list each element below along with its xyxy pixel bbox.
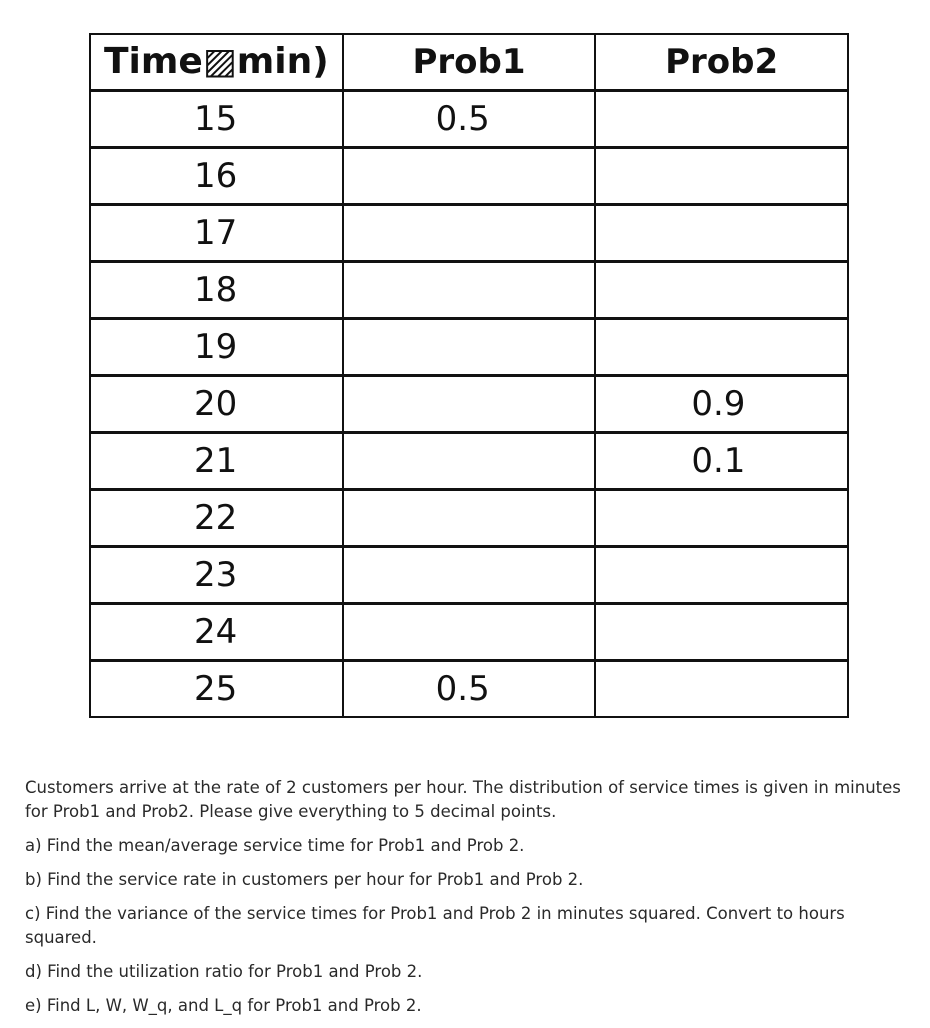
table-row (90, 433, 848, 490)
cell-time: 22 (90, 490, 343, 547)
cell-prob1 (343, 262, 596, 319)
table-row (90, 262, 848, 319)
question-e: e) Find L, W, W_q, and L_q for Prob1 and Prob 2. (25, 996, 422, 1015)
cell-prob1: 0.5 (343, 661, 596, 718)
cell-prob1 (343, 148, 596, 205)
table-row (90, 490, 848, 547)
cell-time: 24 (90, 604, 343, 661)
cell-prob2 (595, 319, 848, 376)
cell-time: 17 (90, 205, 343, 262)
cell-time: 25 (90, 661, 343, 718)
cell-prob2 (595, 604, 848, 661)
table-row (90, 547, 848, 604)
probability-table (89, 33, 849, 718)
cell-prob2 (595, 262, 848, 319)
cell-prob2: 0.1 (595, 433, 848, 490)
problem-intro: Customers arrive at the rate of 2 customers per hour. The distribution of service times is given in minutes for Prob1 and Prob2. Please give everything to 5 decimal points. (25, 778, 901, 821)
cell-time: 20 (90, 376, 343, 433)
cell-prob2 (595, 547, 848, 604)
table-row (90, 148, 848, 205)
cell-prob2 (595, 148, 848, 205)
table-row (90, 604, 848, 661)
table-row (90, 661, 848, 718)
cell-prob2 (595, 91, 848, 148)
header-prob1: Prob1 (343, 34, 596, 91)
cell-prob1 (343, 604, 596, 661)
cell-time: 23 (90, 547, 343, 604)
cell-prob1 (343, 433, 596, 490)
table-row (90, 319, 848, 376)
cell-time: 21 (90, 433, 343, 490)
cell-prob1 (343, 205, 596, 262)
probability-table-container (89, 33, 849, 718)
cell-time: 19 (90, 319, 343, 376)
cell-prob1: 0.5 (343, 91, 596, 148)
cell-time: 16 (90, 148, 343, 205)
cell-prob2 (595, 490, 848, 547)
question-c: c) Find the variance of the service times for Prob1 and Prob 2 in minutes squared. Convert to hours squared. (25, 904, 845, 947)
table-row (90, 91, 848, 148)
cell-prob2 (595, 661, 848, 718)
cell-prob1 (343, 376, 596, 433)
cell-time: 15 (90, 91, 343, 148)
cell-time: 18 (90, 262, 343, 319)
cell-prob2: 0.9 (595, 376, 848, 433)
cell-prob2 (595, 205, 848, 262)
question-d: d) Find the utilization ratio for Prob1 and Prob 2. (25, 962, 423, 981)
question-b: b) Find the service rate in customers per hour for Prob1 and Prob 2. (25, 870, 584, 889)
table-row (90, 376, 848, 433)
header-time: Time▨min) (90, 34, 343, 91)
cell-prob1 (343, 490, 596, 547)
question-a: a) Find the mean/average service time for Prob1 and Prob 2. (25, 836, 525, 855)
header-prob2: Prob2 (595, 34, 848, 91)
table-row (90, 205, 848, 262)
cell-prob1 (343, 319, 596, 376)
table-header-row (90, 34, 848, 91)
cell-prob1 (343, 547, 596, 604)
problem-text (25, 776, 905, 1028)
